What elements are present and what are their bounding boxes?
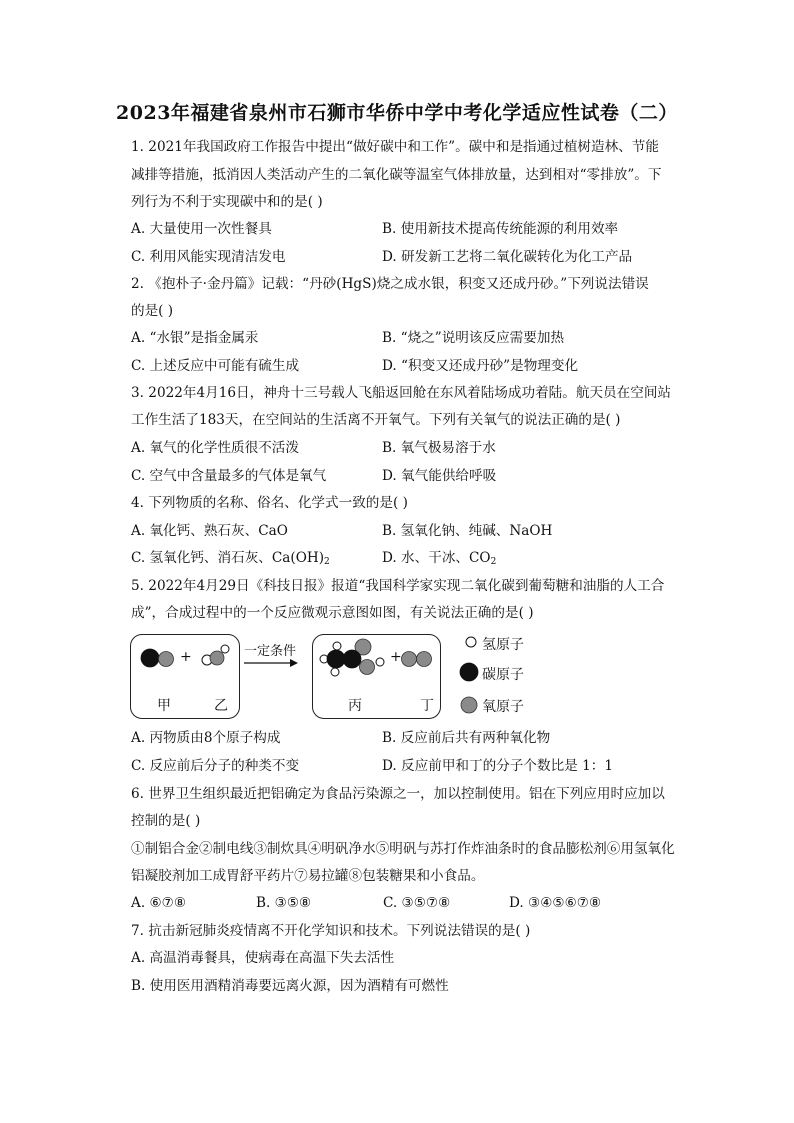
q3-line-2: 工作生活了183天，在空间站的生活离不开氧气。下列有关氧气的说法正确的是( ) — [131, 412, 621, 428]
q5-option-d: D. 反应前甲和丁的分子个数比是 1：1 — [382, 758, 613, 774]
q6-option-b: B. ③⑤⑧ — [256, 895, 312, 911]
q7-option-a: A. 高温消毒餐具，使病毒在高温下失去活性 — [131, 950, 395, 966]
q6-option-d: D. ③④⑤⑥⑦⑧ — [509, 895, 602, 911]
q4-option-a: A. 氧化钙、熟石灰、CaO — [131, 523, 288, 539]
q4-option-c-text: C. 氢氧化钙、消石灰、Ca(OH) — [131, 550, 325, 566]
molecule-ding — [402, 652, 432, 667]
hydrogen-atom — [333, 642, 341, 650]
q2-option-b: B. “烧之”说明该反应需要加热 — [382, 330, 565, 346]
q5-option-c: C. 反应前后分子的种类不变 — [131, 758, 300, 774]
oxygen-atom — [402, 652, 417, 667]
q1-line-2: 减排等措施，抵消因人类活动产生的二氧化碳等温室气体排放量，达到相对“零排放”。下 — [131, 167, 662, 183]
q3-option-c: C. 空气中含量最多的气体是氧气 — [131, 468, 327, 484]
label-ding: 丁 — [420, 698, 434, 714]
q1-option-c: C. 利用风能实现清洁发电 — [131, 249, 286, 265]
q5-option-a: A. 丙物质由8个原子构成 — [131, 730, 281, 746]
q2-line-1: 2. 《抱朴子·金丹篇》记载：“丹砂(HgS)烧之成水银，积变又还成丹砂。”下列说法错误 — [131, 276, 649, 292]
q1-line-3: 列行为不利于实现碳中和的是( ) — [131, 194, 323, 210]
oxygen-atom — [417, 652, 432, 667]
q2-option-d: D. “积变又还成丹砂”是物理变化 — [382, 358, 579, 374]
plus-sign-1: + — [180, 649, 192, 665]
q3-option-b: B. 氧气极易溶于水 — [382, 440, 496, 456]
q4-option-d-text: D. 水、干冰、CO — [382, 550, 491, 566]
oxygen-atom — [360, 660, 375, 675]
legend-carbon: 碳原子 — [482, 667, 524, 683]
q3-option-a: A. 氧气的化学性质很不活泼 — [131, 440, 299, 456]
hydrogen-atom — [376, 658, 384, 666]
q2-line-2: 的是( ) — [131, 303, 174, 319]
label-jia: 甲 — [157, 698, 171, 714]
q4-option-d-subscript: 2 — [490, 557, 497, 567]
carbon-atom — [141, 649, 159, 667]
q7-option-b: B. 使用医用酒精消毒要远离火源，因为酒精有可燃性 — [131, 978, 449, 994]
hydrogen-atom — [331, 668, 339, 676]
q4-option-b: B. 氢氧化钠、纯碱、NaOH — [382, 523, 553, 539]
q5-line-2: 成”，合成过程中的一个反应微观示意图如图，有关说法正确的是( ) — [131, 605, 534, 621]
hydrogen-atom — [221, 645, 229, 653]
legend-oxygen-marker — [461, 697, 477, 713]
q6-option-a: A. ⑥⑦⑧ — [131, 895, 187, 911]
q5-option-b: B. 反应前后共有两种氧化物 — [382, 730, 551, 746]
exam-title: 2023年福建省泉州市石狮市华侨中学中考化学适应性试卷（二） — [116, 102, 678, 124]
legend-oxygen: 氧原子 — [482, 699, 524, 715]
legend-hydrogen-marker — [466, 637, 476, 647]
reaction-condition: 一定条件 — [244, 644, 297, 659]
q1-option-b: B. 使用新技术提高传统能源的利用效率 — [382, 221, 619, 237]
q1-option-d: D. 研发新工艺将二氧化碳转化为化工产品 — [382, 249, 633, 265]
oxygen-atom — [159, 652, 174, 667]
q3-line-1: 3. 2022年4月16日，神舟十三号载人飞船返回舱在东风着陆场成功着陆。航天员在空间站 — [131, 385, 672, 401]
q4-line-1: 4. 下列物质的名称、俗名、化学式一致的是( ) — [131, 495, 408, 511]
molecule-bing — [320, 639, 384, 676]
q6-line-2: 控制的是( ) — [131, 813, 201, 829]
oxygen-atom — [210, 651, 224, 665]
reaction-arrow-head — [290, 659, 298, 667]
plus-sign-2: + — [390, 649, 402, 665]
q7-line-1: 7. 抗击新冠肺炎疫情离不开化学知识和技术。下列说法错误的是( ) — [131, 923, 531, 939]
q6-line-3: ①制铝合金②制电线③制炊具④明矾净水⑤明矾与苏打作炸油条时的食品膨松剂⑥用氢氧化 — [131, 841, 675, 857]
carbon-atom — [343, 650, 361, 668]
q5-line-1: 5. 2022年4月29日《科技日报》报道“我国科学家实现二氧化碳到葡萄糖和油脂的人工合 — [131, 578, 665, 594]
q4-option-c — [131, 549, 330, 571]
legend-carbon-marker — [460, 663, 478, 681]
q6-option-c: C. ③⑤⑦⑧ — [383, 895, 451, 911]
reaction-diagram — [130, 632, 540, 722]
q1-line-1: 1. 2021年我国政府工作报告中提出“做好碳中和工作”。碳中和是指通过植树造林、节能 — [131, 139, 659, 155]
q4-option-c-subscript: 2 — [324, 557, 330, 567]
molecule-jia — [141, 649, 174, 667]
q4-option-d — [382, 549, 496, 571]
q6-line-1: 6. 世界卫生组织最近把铝确定为食品污染源之一，加以控制使用。铝在下列应用时应加以 — [131, 786, 665, 802]
q3-option-d: D. 氧气能供给呼吸 — [382, 468, 497, 484]
q1-option-a: A. 大量使用一次性餐具 — [131, 221, 272, 237]
carbon-atom — [327, 650, 345, 668]
q2-option-a: A. “水银”是指金属汞 — [131, 330, 259, 346]
label-bing: 丙 — [348, 698, 362, 714]
molecule-drawing — [130, 632, 540, 722]
q6-line-4: 铝凝胶剂加工成胃舒平药片⑦易拉罐⑧包装糖果和小食品。 — [131, 868, 485, 884]
q2-option-c: C. 上述反应中可能有硫生成 — [131, 358, 300, 374]
molecule-yi — [202, 645, 229, 665]
label-yi: 乙 — [214, 698, 228, 714]
legend-hydrogen: 氢原子 — [482, 637, 524, 653]
